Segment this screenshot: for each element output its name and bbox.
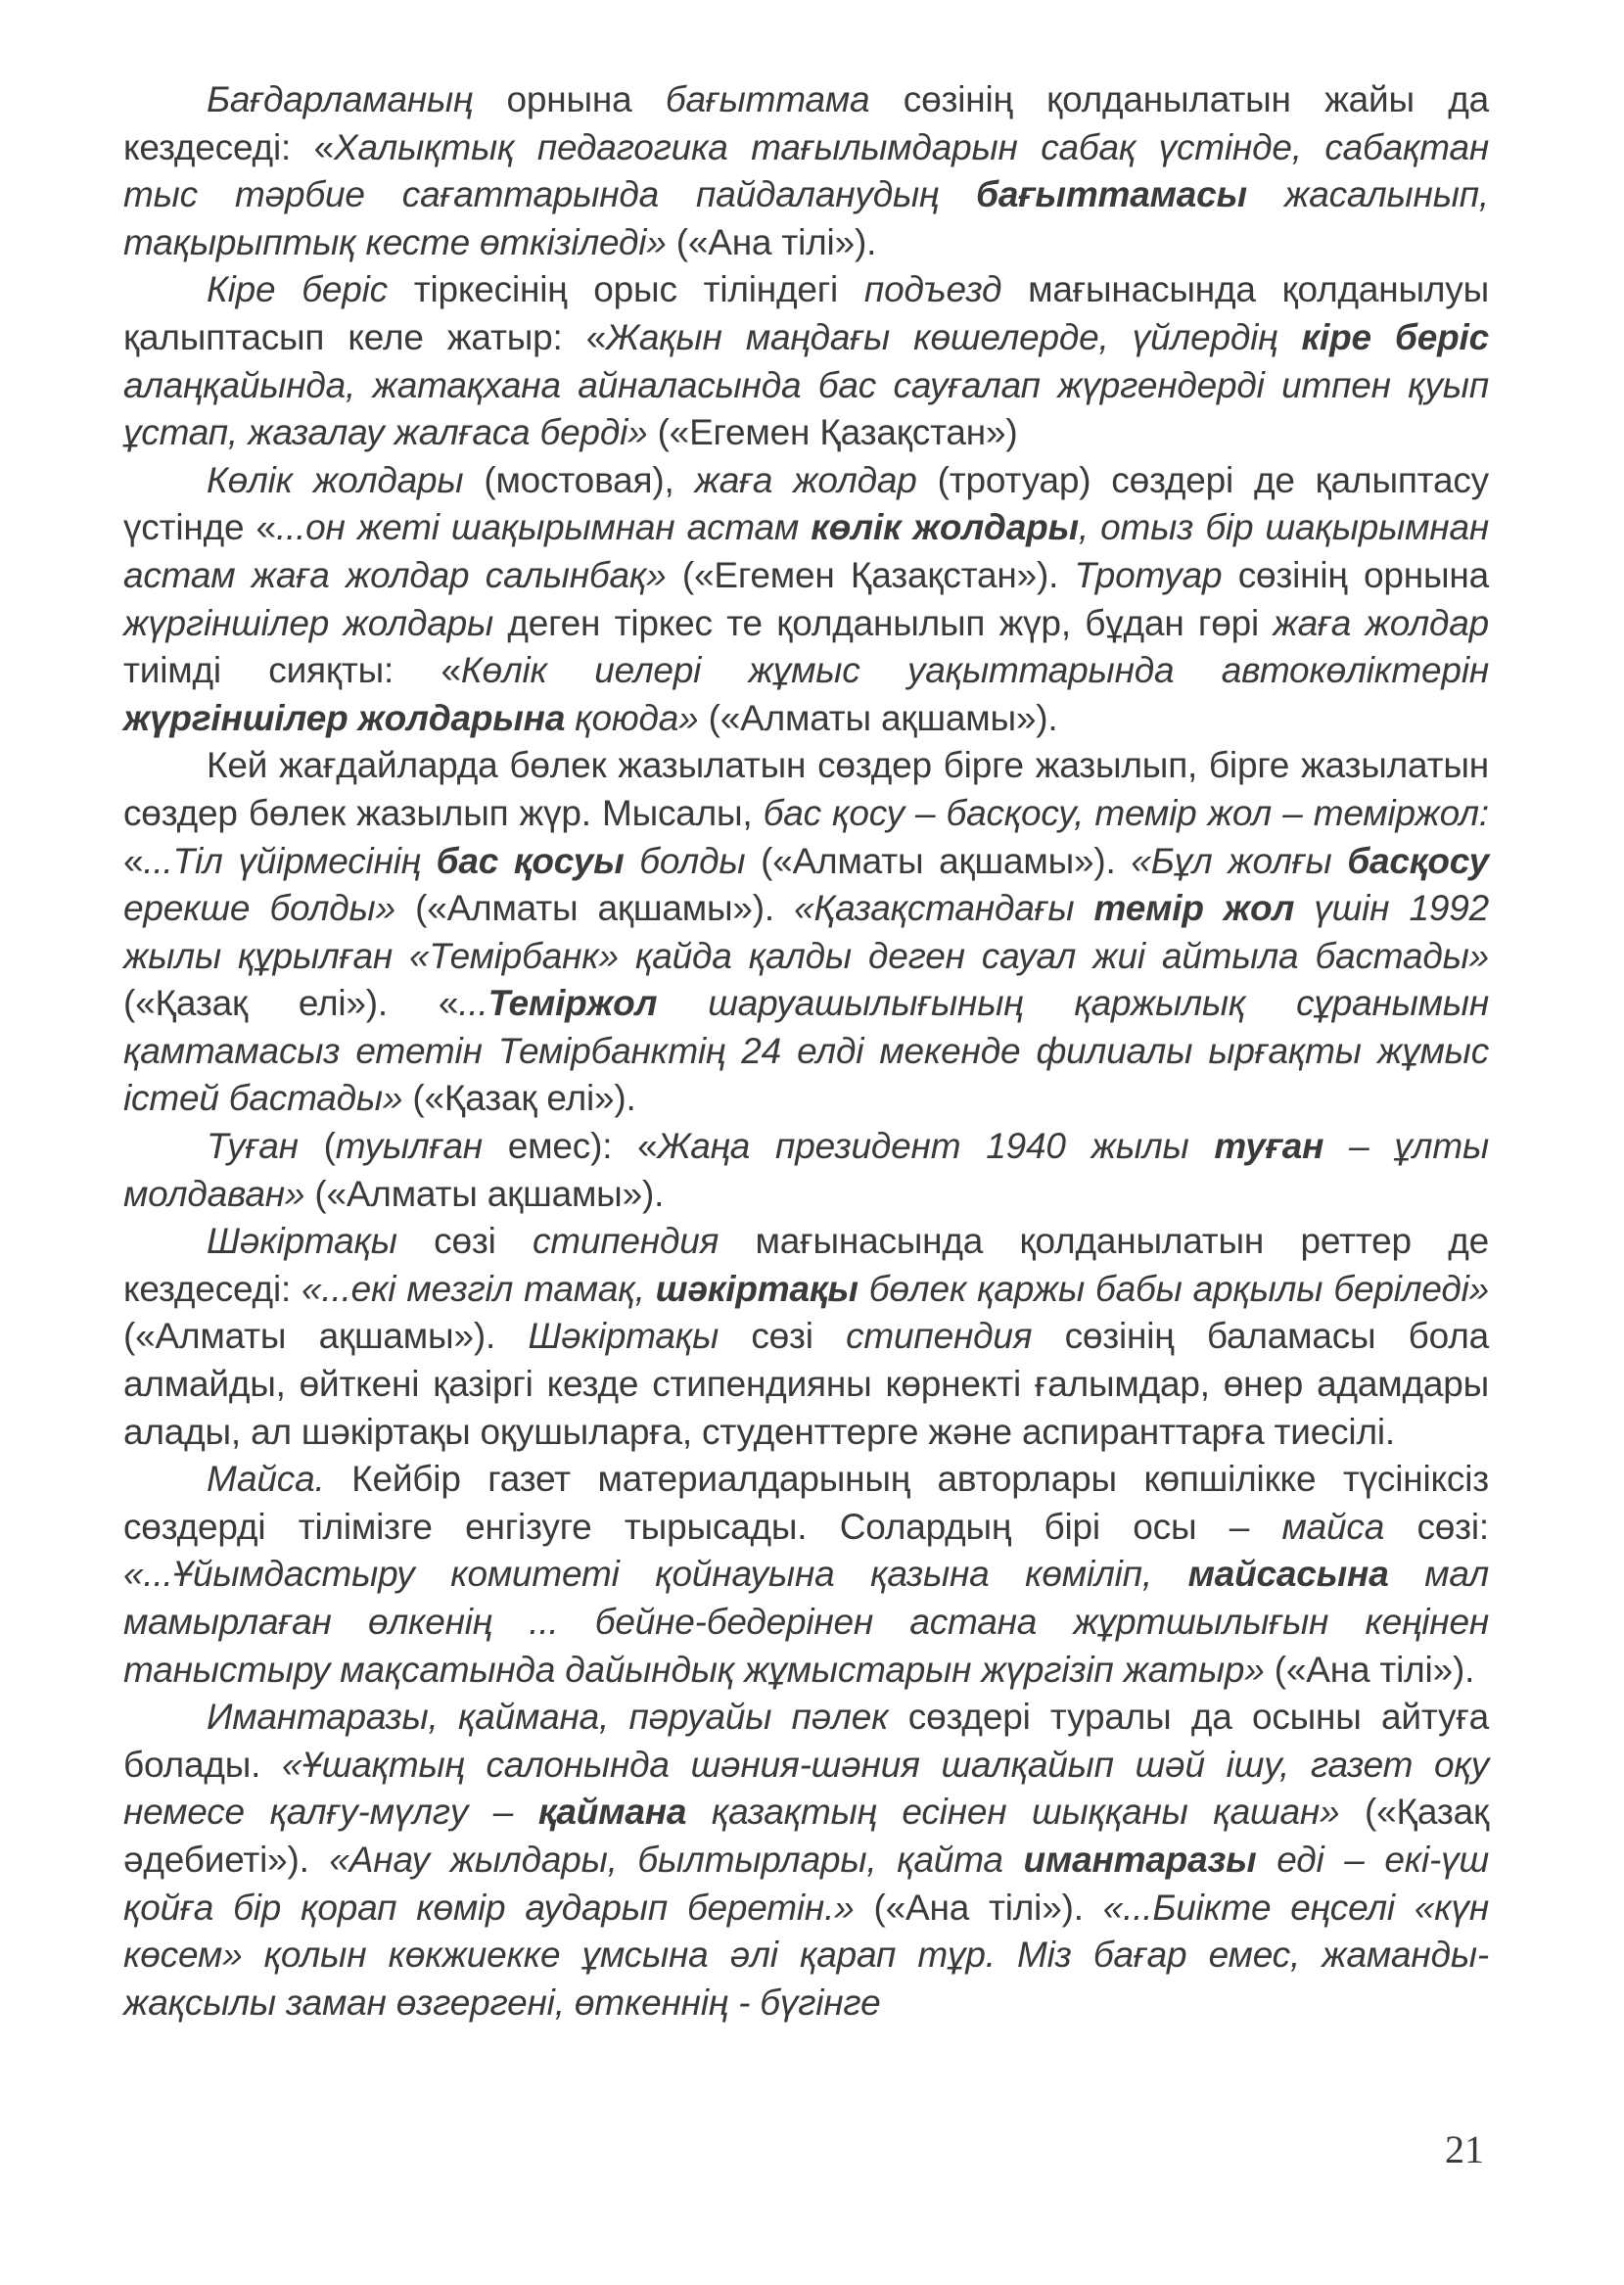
italic-text: қазақтың есінен шыққаны қашан» xyxy=(686,1792,1340,1833)
emphasized-term: жүргіншілер жолдарына xyxy=(123,697,566,738)
italic-text: подъезд xyxy=(863,269,1002,310)
text-run: мағынасында қолданылатын реттер де кездеседі: xyxy=(123,1221,1490,1309)
italic-text: «...екі мезгіл тамақ, xyxy=(302,1268,656,1309)
italic-text: «...Биікте еңселі «күн көсем» қолын көкжиекке ұмсына әлі қарап тұр. Міз бағар емес, жаманды-жақсылы заман өзгергені, өткеннің - бүгінге xyxy=(123,1887,1489,2023)
text-run: («Алматы ақшамы»). xyxy=(745,840,1132,881)
italic-text: Халықтық педагогика тағылымдарын сабақ үстінде, сабақтан тыс тәрбие сағаттарында пайдаланудың xyxy=(123,126,1490,215)
emphasized-term: көлік жолдары xyxy=(811,507,1079,548)
italic-text: «Анау жылдары, былтырлары, қайта xyxy=(329,1839,1024,1880)
text-run: сөзі: xyxy=(1384,1506,1489,1547)
paragraph-6 xyxy=(123,1218,1489,1456)
emphasized-term: темір жол xyxy=(1093,888,1295,929)
text-run: тиімді сияқты: « xyxy=(123,650,461,691)
italic-text: стипендия xyxy=(532,1221,719,1262)
text-run: тіркесінің орыс тіліндегі xyxy=(387,269,864,310)
italic-text: «Ұшақтың салонында шәния-шәния шалқайып шәй ішу, газет оқу немесе қалғу-мүлгу – xyxy=(123,1744,1489,1833)
text-run: («Ана тілі»). xyxy=(854,1887,1103,1928)
text-run: сөзі xyxy=(396,1221,533,1262)
text-run: («Қазақ елі»). xyxy=(402,1078,636,1119)
italic-text: «Қазақстандағы xyxy=(794,888,1094,929)
italic-text: Шәкіртақы xyxy=(528,1316,719,1357)
paragraph-3 xyxy=(123,457,1489,743)
text-run: Кей жағдайларда бөлек жазылатын сөздер бірге жазылып, бірге жазылатын сөздер бөлек жазылып жүр. Мысалы, xyxy=(123,745,1489,833)
italic-text: бөлек қаржы бабы арқылы беріледі» xyxy=(858,1268,1489,1309)
text-run: (тротуар) сөздері де қалыптасу үстінде « xyxy=(123,459,1489,548)
emphasized-term: бас қосуы xyxy=(436,840,625,881)
italic-text: ...он жеті шақырымнан астам xyxy=(275,507,812,548)
paragraph-7 xyxy=(123,1456,1489,1694)
text-run: « xyxy=(123,840,144,881)
text-run: Кейбір газет материалдарының авторлары көпшілікке түсініксіз сөздерді тілімізге енгізуге тырысады. Солардың бірі осы – xyxy=(123,1459,1489,1547)
italic-text: Көлік иелері жұмыс уақыттарында автокөліктерін xyxy=(460,650,1489,691)
italic-text: Майса. xyxy=(207,1459,325,1500)
italic-text: жүргіншілер жолдары xyxy=(123,602,494,643)
emphasized-term: Теміржол xyxy=(487,983,658,1024)
emphasized-term: кіре беріс xyxy=(1301,316,1490,357)
italic-text: ...Тіл үйірмесінің xyxy=(143,840,437,881)
italic-text: еді – екі-үш қойға бір қорап көмір аударып беретін.» xyxy=(123,1839,1489,1928)
italic-text: Тротуар xyxy=(1074,554,1223,595)
italic-text: Шәкіртақы xyxy=(207,1221,397,1262)
text-run: («Ана тілі»). xyxy=(666,221,877,262)
emphasized-term: шәкіртақы xyxy=(655,1268,858,1309)
italic-text: «Бұл жолғы xyxy=(1131,840,1348,881)
emphasized-term: қаймана xyxy=(537,1792,687,1833)
text-run: («Қазақ әдебиеті»). xyxy=(123,1792,1489,1880)
italic-text: Бағдарламаның xyxy=(207,79,474,119)
italic-text: Кіре беріс xyxy=(207,269,388,310)
text-run: орнына xyxy=(473,79,666,119)
emphasized-term: басқосу xyxy=(1347,840,1489,881)
text-run: сөзінің баламасы бола алмайды, өйткені қазіргі кезде стипендияны көрнекті ғалымдар, өнер адамдары алады, ал шәкіртақы оқушыларға, студенттерге және аспиранттарға тиесілі. xyxy=(123,1316,1490,1452)
paragraph-4 xyxy=(123,742,1489,1123)
italic-text: жаға жолдар xyxy=(694,459,917,500)
italic-text: , отыз бір шақырымнан астам жаға жолдар салынбақ» xyxy=(123,507,1490,595)
paragraph-1 xyxy=(123,76,1489,266)
italic-text: Жаңа президент 1940 жылы xyxy=(657,1126,1215,1167)
paragraph-5 xyxy=(123,1123,1489,1218)
text-run: («Егемен Қазақстан») xyxy=(647,412,1018,453)
italic-text: болды xyxy=(624,840,746,881)
italic-text: майса xyxy=(1281,1506,1385,1547)
emphasized-term: бағыттамасы xyxy=(976,174,1247,215)
paragraph-2 xyxy=(123,266,1489,456)
emphasized-term: имантаразы xyxy=(1023,1839,1257,1880)
page-text xyxy=(123,76,1489,2027)
italic-text: қоюда» xyxy=(565,697,699,738)
italic-text: мал мамырлаған өлкенің ... бейне-бедерінен астана жұртшылығын кеңінен таныстыру мақсатында дайындық жұмыстарын жүргізіп жатыр» xyxy=(123,1554,1490,1690)
text-run: («Қазақ елі»). « xyxy=(123,983,459,1024)
italic-text: жаға жолдар xyxy=(1273,602,1490,643)
paragraph-8 xyxy=(123,1694,1489,2027)
italic-text: жасалынып, тақырыптық кесте өткізіледі» xyxy=(123,174,1489,262)
text-run: («Алматы ақшамы»). xyxy=(123,1316,529,1357)
text-run: («Егемен Қазақстан»). xyxy=(666,554,1075,595)
text-run: («Алматы ақшамы»). xyxy=(304,1173,665,1214)
italic-text: алаңқайында, жатақхана айналасында бас сауғалап жүргендерді итпен қуып ұстап, жазалау жалғаса берді» xyxy=(123,364,1489,453)
italic-text: Имантаразы, қаймана, пәруайы пәлек xyxy=(207,1697,889,1738)
italic-text: шаруашылығының қаржылық сұранымын қамтамасыз ететін Темірбанктің 24 елді мекенде филиалы ырғақты жұмыс істей бастады» xyxy=(123,983,1489,1119)
text-run: мағынасында қолданылуы қалыптасып келе жатыр: « xyxy=(123,269,1489,357)
text-run: деген тіркес те қолданылып жүр, бұдан гөрі xyxy=(493,602,1274,643)
text-run: сөзінің қолданылатын жайы да кездеседі: « xyxy=(123,79,1489,167)
page-number: 21 xyxy=(1445,2127,1484,2171)
text-run: емес): « xyxy=(482,1126,658,1167)
text-run: («Алматы ақшамы»). xyxy=(394,888,795,929)
italic-text: Жақын маңдағы көшелерде, үйлердің xyxy=(606,316,1302,357)
italic-text: үшін 1992 жылы құрылған «Темірбанк» қайда қалды деген сауал жиі айтыла бастады» xyxy=(123,888,1489,976)
emphasized-term: туған xyxy=(1214,1126,1324,1167)
text-run: сөздері туралы да осыны айтуға болады. xyxy=(123,1697,1489,1785)
text-run: («Алматы ақшамы»). xyxy=(698,697,1058,738)
italic-text: бас қосу – басқосу, темір жол – теміржол: xyxy=(763,792,1489,833)
text-run: (мостовая), xyxy=(463,459,695,500)
emphasized-term: майсасына xyxy=(1187,1554,1389,1595)
italic-text: Туған xyxy=(207,1126,299,1167)
text-run: сөзінің орнына xyxy=(1222,554,1489,595)
italic-text: стипендия xyxy=(846,1316,1033,1357)
text-run: сөзі xyxy=(719,1316,847,1357)
italic-text: – ұлты молдаван» xyxy=(123,1126,1489,1214)
text-run: («Ана тілі»). xyxy=(1264,1649,1475,1690)
italic-text: бағыттама xyxy=(665,79,870,119)
italic-text: ерекше болды» xyxy=(123,888,395,929)
italic-text: «...Ұйымдастыру комитеті қойнауына қазына көміліп, xyxy=(123,1554,1188,1595)
italic-text: ... xyxy=(458,983,488,1024)
text-run: ( xyxy=(298,1126,336,1167)
italic-text: туылған xyxy=(335,1126,483,1167)
italic-text: Көлік жолдары xyxy=(207,459,464,500)
